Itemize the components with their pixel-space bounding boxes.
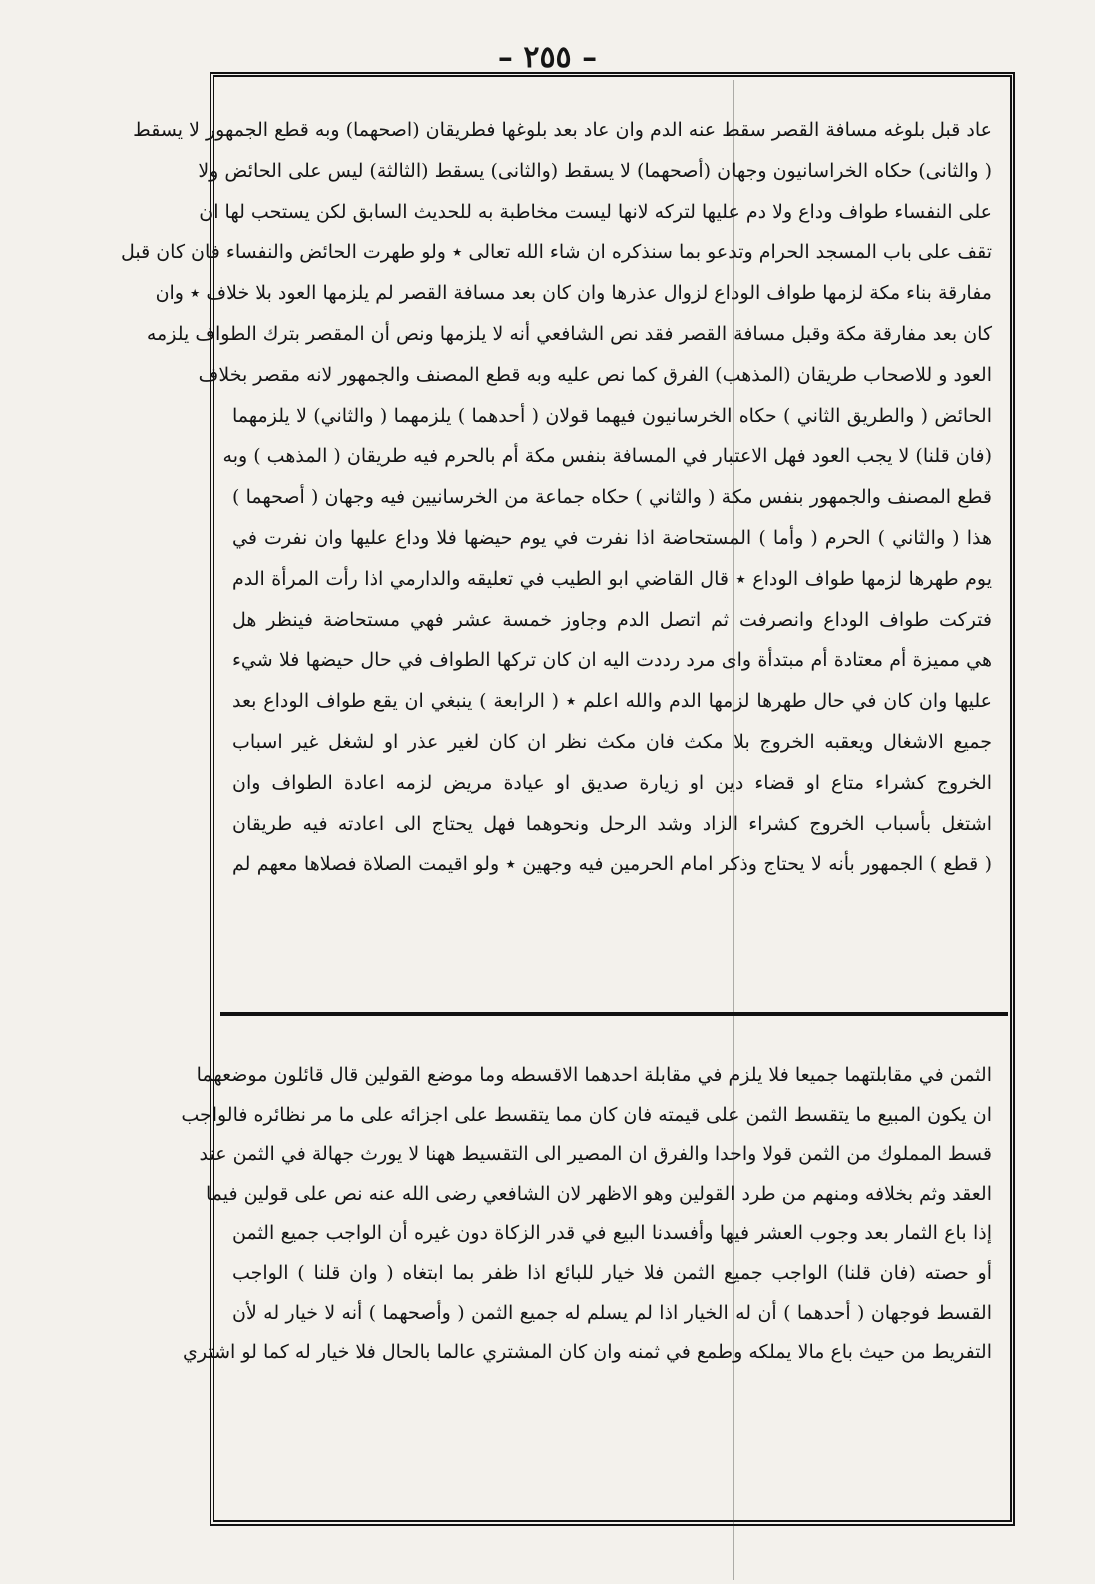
commentary-text-line: التفريط من حيث باع مالا يملكه وطمع في ثمنه وان كان المشتري عالما بالحال فلا خيار له كما لو اشتري <box>183 1341 992 1364</box>
main-text-line: كان بعد مفارقة مكة وقبل مسافة القصر فقد نص الشافعي أنه لا يلزمها ونص أن المقصر بترك الطواف يلزمه <box>146 322 992 345</box>
main-text-line: (فان قلنا) لا يجب العود فهل الاعتبار في المسافة بنفس مكة أم بالحرم فيه طريقان ( المذهب ) وبه <box>222 445 992 468</box>
main-text-line: هي مميزة أم معتادة أم مبتدأة واى مرد رددت اليه ان كان تركها الطواف في حال حيضها فلا شيء <box>232 649 992 672</box>
main-text-line: العود و للاصحاب طريقان (المذهب) الفرق كما نص عليه وبه قطع المصنف والجمهور لانه مقصر بخلاف <box>198 363 992 386</box>
commentary-text-line: إذا باع الثمار بعد وجوب العشر فيها وأفسدنا البيع في قدر الزكاة دون غيره أن الواجب جميع الثمن <box>232 1222 992 1245</box>
page-number: – ٢٥٥ – <box>497 40 598 75</box>
commentary-text-line: القسط فوجهان ( أحدهما ) أن له الخيار اذا لم يسلم له جميع الثمن ( وأصحهما ) أنه لا خيار له لأن <box>232 1301 992 1324</box>
main-text-line: مفارقة بناء مكة لزمها طواف الوداع لزوال عذرها وان كان بعد مسافة القصر لم يلزمها العود بلا خلاف ٭ وان <box>155 282 992 305</box>
commentary-text-block <box>181 1056 992 1486</box>
commentary-text-line: ان يكون المبيع ما يتقسط الثمن على قيمته فان كان مما يتقسط على اجزائه على ما مر نظائره فالواجب <box>181 1103 992 1126</box>
main-text-line: الخروج كشراء متاع او قضاء دين او زيارة صديق او عيادة مريض لزمه اعادة الطواف وان <box>232 771 992 794</box>
main-text-line: عاد قبل بلوغه مسافة القصر سقط عنه الدم وان عاد بعد بلوغها فطريقان (اصحهما) وبه قطع الجمهور لا يسقط <box>133 119 992 141</box>
commentary-text-line: العقد وثم بخلافه ومنهم من طرد القولين وهو الاظهر لان الشافعي رضى الله عنه نص على قولين فيما <box>205 1182 992 1205</box>
main-text-line: اشتغل بأسباب الخروج كشراء الزاد وشد الرحل ونحوهما فهل يحتاج الى اعادته فيه طريقان <box>232 812 992 835</box>
main-text-line: ( قطع ) الجمهور بأنه لا يحتاج وذكر امام الحرمين فيه وجهين ٭ ولو اقيمت الصلاة فصلاها معهم لم <box>232 853 992 876</box>
main-text-line: هذا ( والثاني ) الحرم ( وأما ) المستحاضة اذا نفرت في يوم حيضها فلا وداع عليها وان نفرت في <box>232 526 992 549</box>
main-text-line: جميع الاشغال ويعقبه الخروج بلا مكث فان مكث نظر ان كان لغير عذر او لشغل غير اسباب <box>232 730 992 753</box>
main-text-line: على النفساء طواف وداع ولا دم عليها لتركه لانها ليست مخاطبة به للحديث السابق لكن يستحب لها ان <box>199 200 992 223</box>
commentary-text-line: أو حصته (فان قلنا) الواجب جميع الثمن فلا خيار للبائع اذا ظفر بما ابتغاه ( وان قلنا ) الواجب <box>232 1261 992 1284</box>
main-text-line: الحائض ( والطريق الثاني ) حكاه الخرسانيون فيهما قولان ( أحدهما ) يلزمهما ( والثاني) لا يلزمهما <box>232 404 992 427</box>
main-text-block <box>120 110 992 1008</box>
main-text-line: تقف على باب المسجد الحرام وتدعو بما سنذكره ان شاء الله تعالى ٭ ولو طهرت الحائض والنفساء فان كان قبل <box>120 241 992 264</box>
main-text-line: فتركت طواف الوداع وانصرفت ثم اتصل الدم وجاوز خمسة عشر فهي مستحاضة فينظر هل <box>232 608 992 631</box>
main-text-line: ( والثانى) حكاه الخراسانيون وجهان (أصحهما) لا يسقط (والثانى) يسقط (الثالثة) ليس على الحائض ولا <box>198 159 992 182</box>
main-text-line: يوم طهرها لزمها طواف الوداع ٭ قال القاضي ابو الطيب في تعليقه والدارمي اذا رأت المرأة الدم <box>232 567 992 590</box>
main-text-line: قطع المصنف والجمهور بنفس مكة ( والثاني ) حكاه جماعة من الخرسانيين فيه وجهان ( أصحهما ) <box>232 486 992 509</box>
section-divider <box>220 1012 1008 1016</box>
main-text-line: عليها وان كان في حال طهرها لزمها الدم والله اعلم ٭ ( الرابعة ) ينبغي ان يقع طواف الوداع بعد <box>232 690 992 713</box>
commentary-text-line: قسط المملوك من الثمن قولا واحدا والفرق ان المصير الى التقسيط ههنا لا يورث جهالة في الثمن عند <box>199 1143 992 1166</box>
commentary-text-line: الثمن في مقابلتهما جميعا فلا يلزم في مقابلة احدهما الاقسطه وما موضع القولين قال قائلون موضعهما <box>196 1064 992 1086</box>
